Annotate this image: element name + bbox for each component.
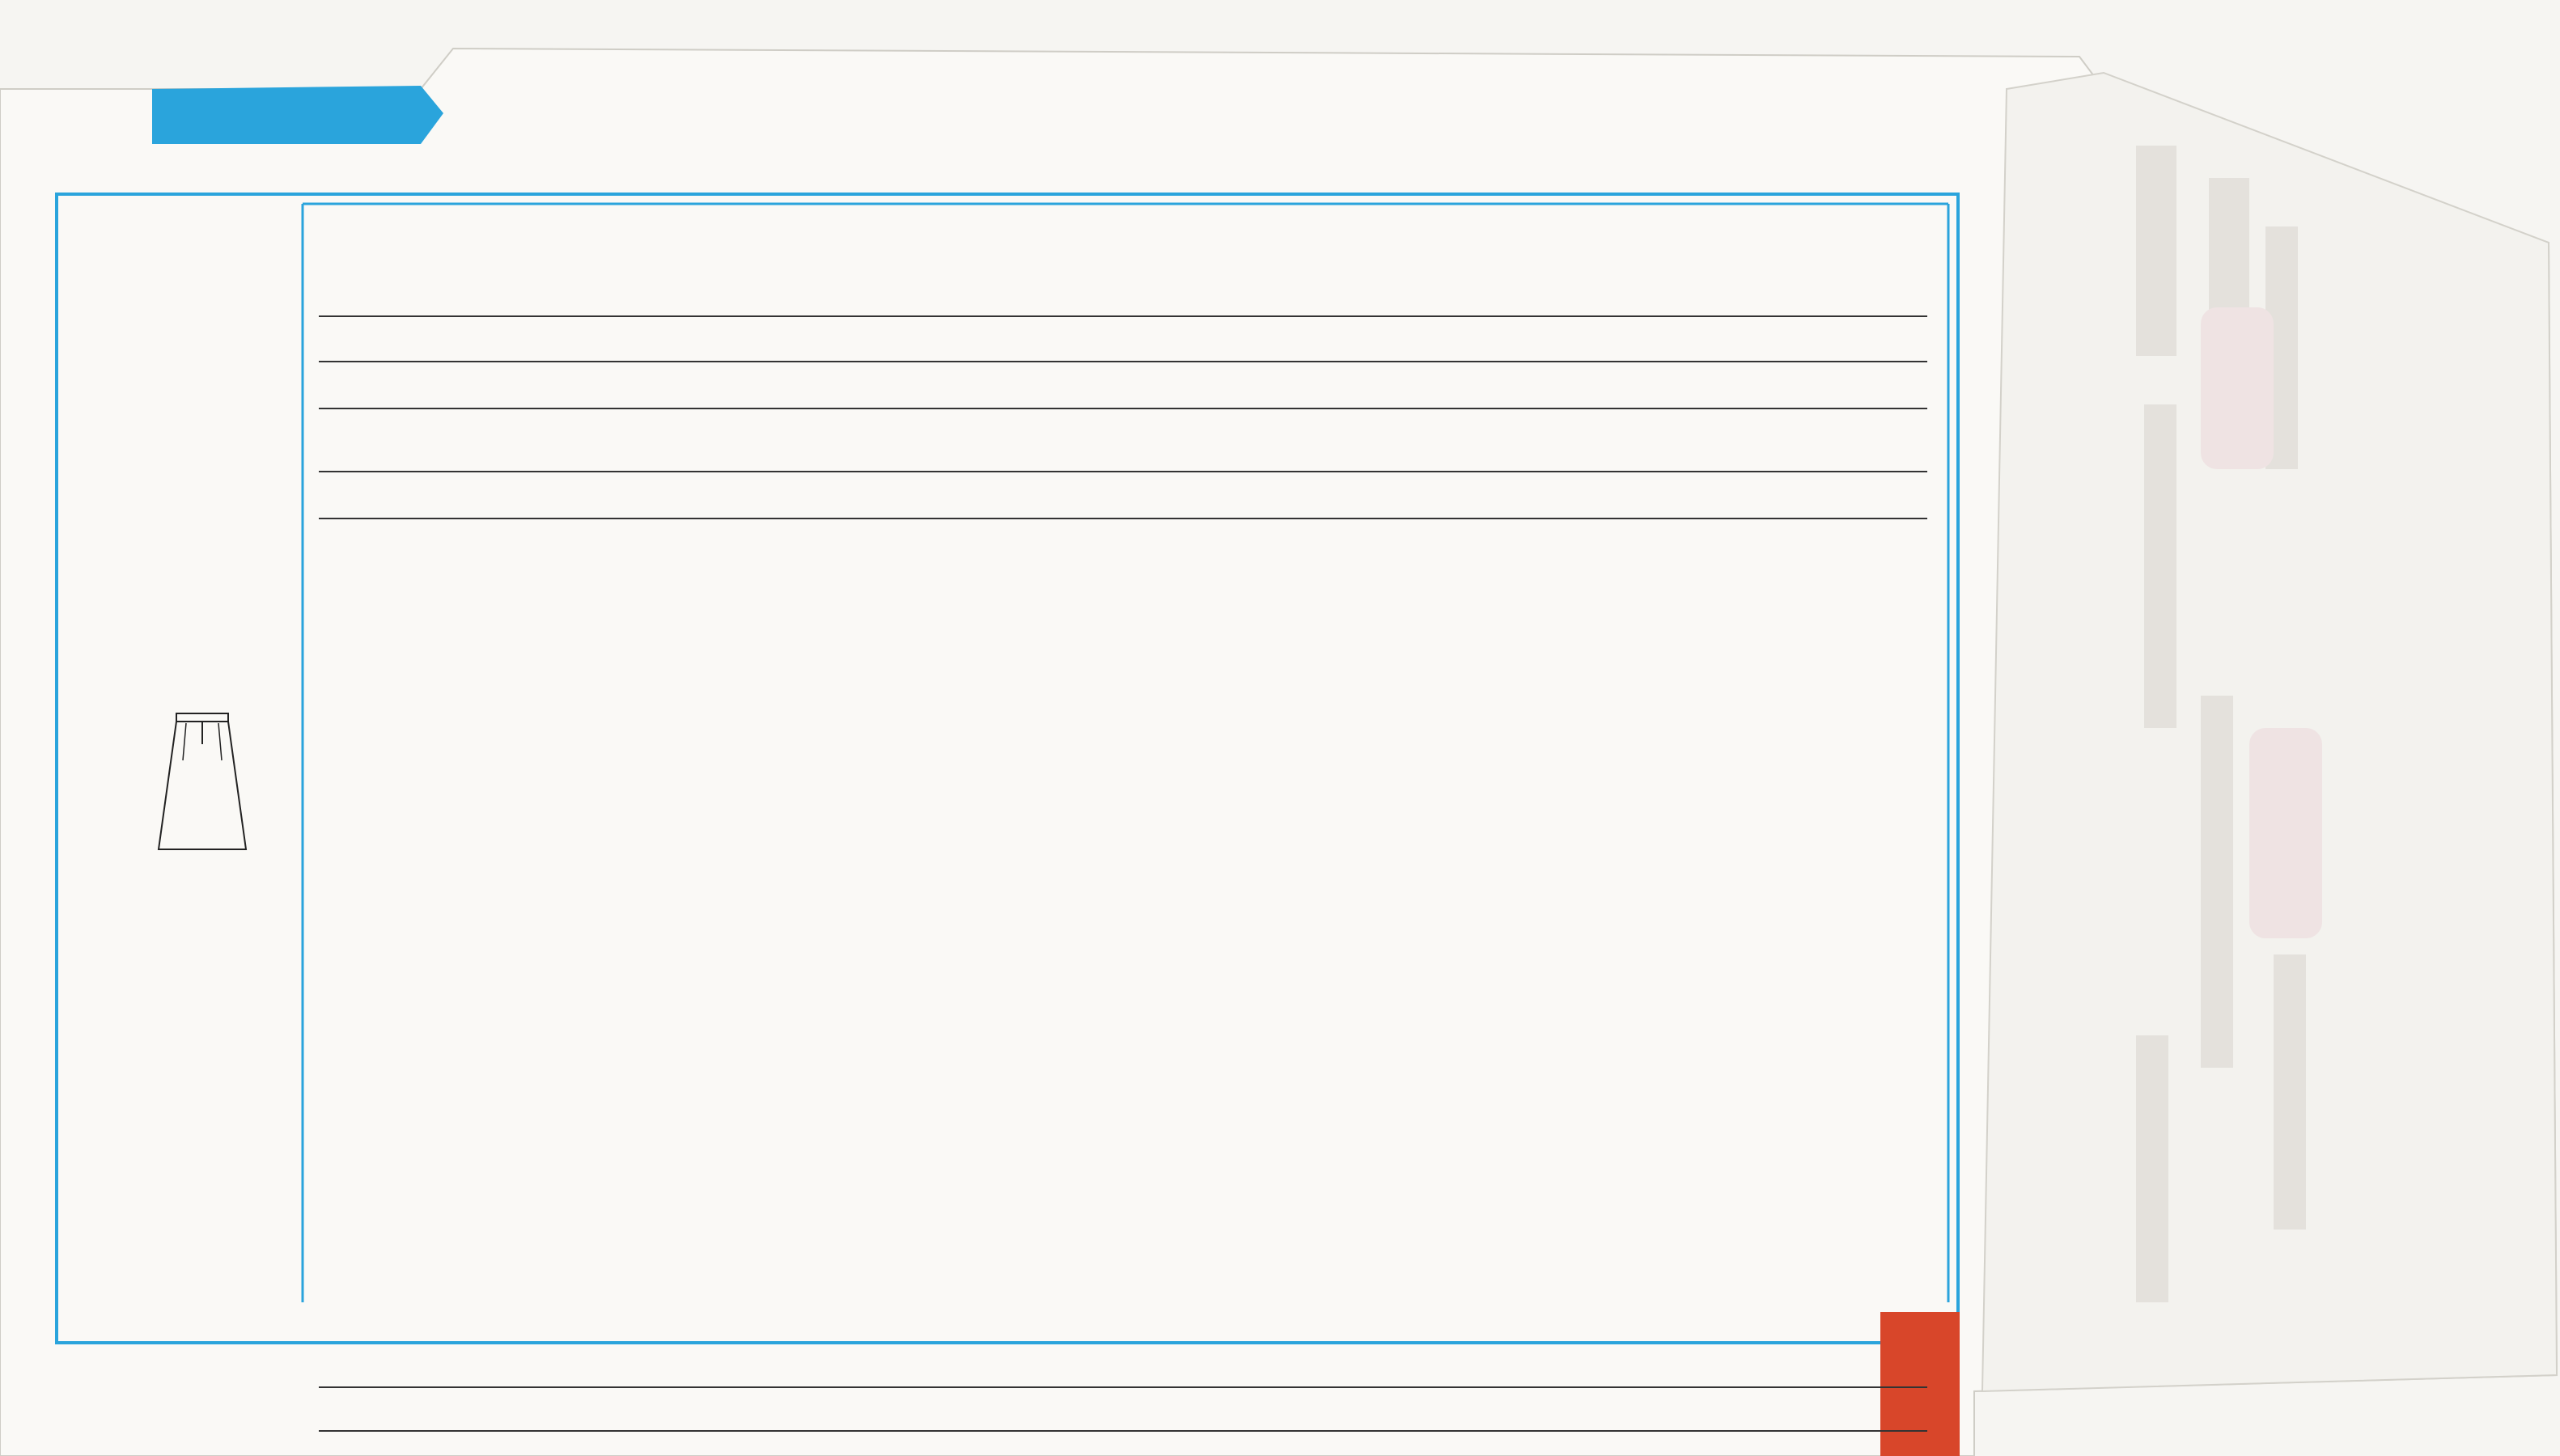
conversion-ruler bbox=[0, 0, 2560, 162]
price-sticker bbox=[1880, 1312, 1960, 1456]
skirt-sketch-icon bbox=[154, 712, 251, 857]
back-flap-print bbox=[2071, 129, 2443, 1343]
